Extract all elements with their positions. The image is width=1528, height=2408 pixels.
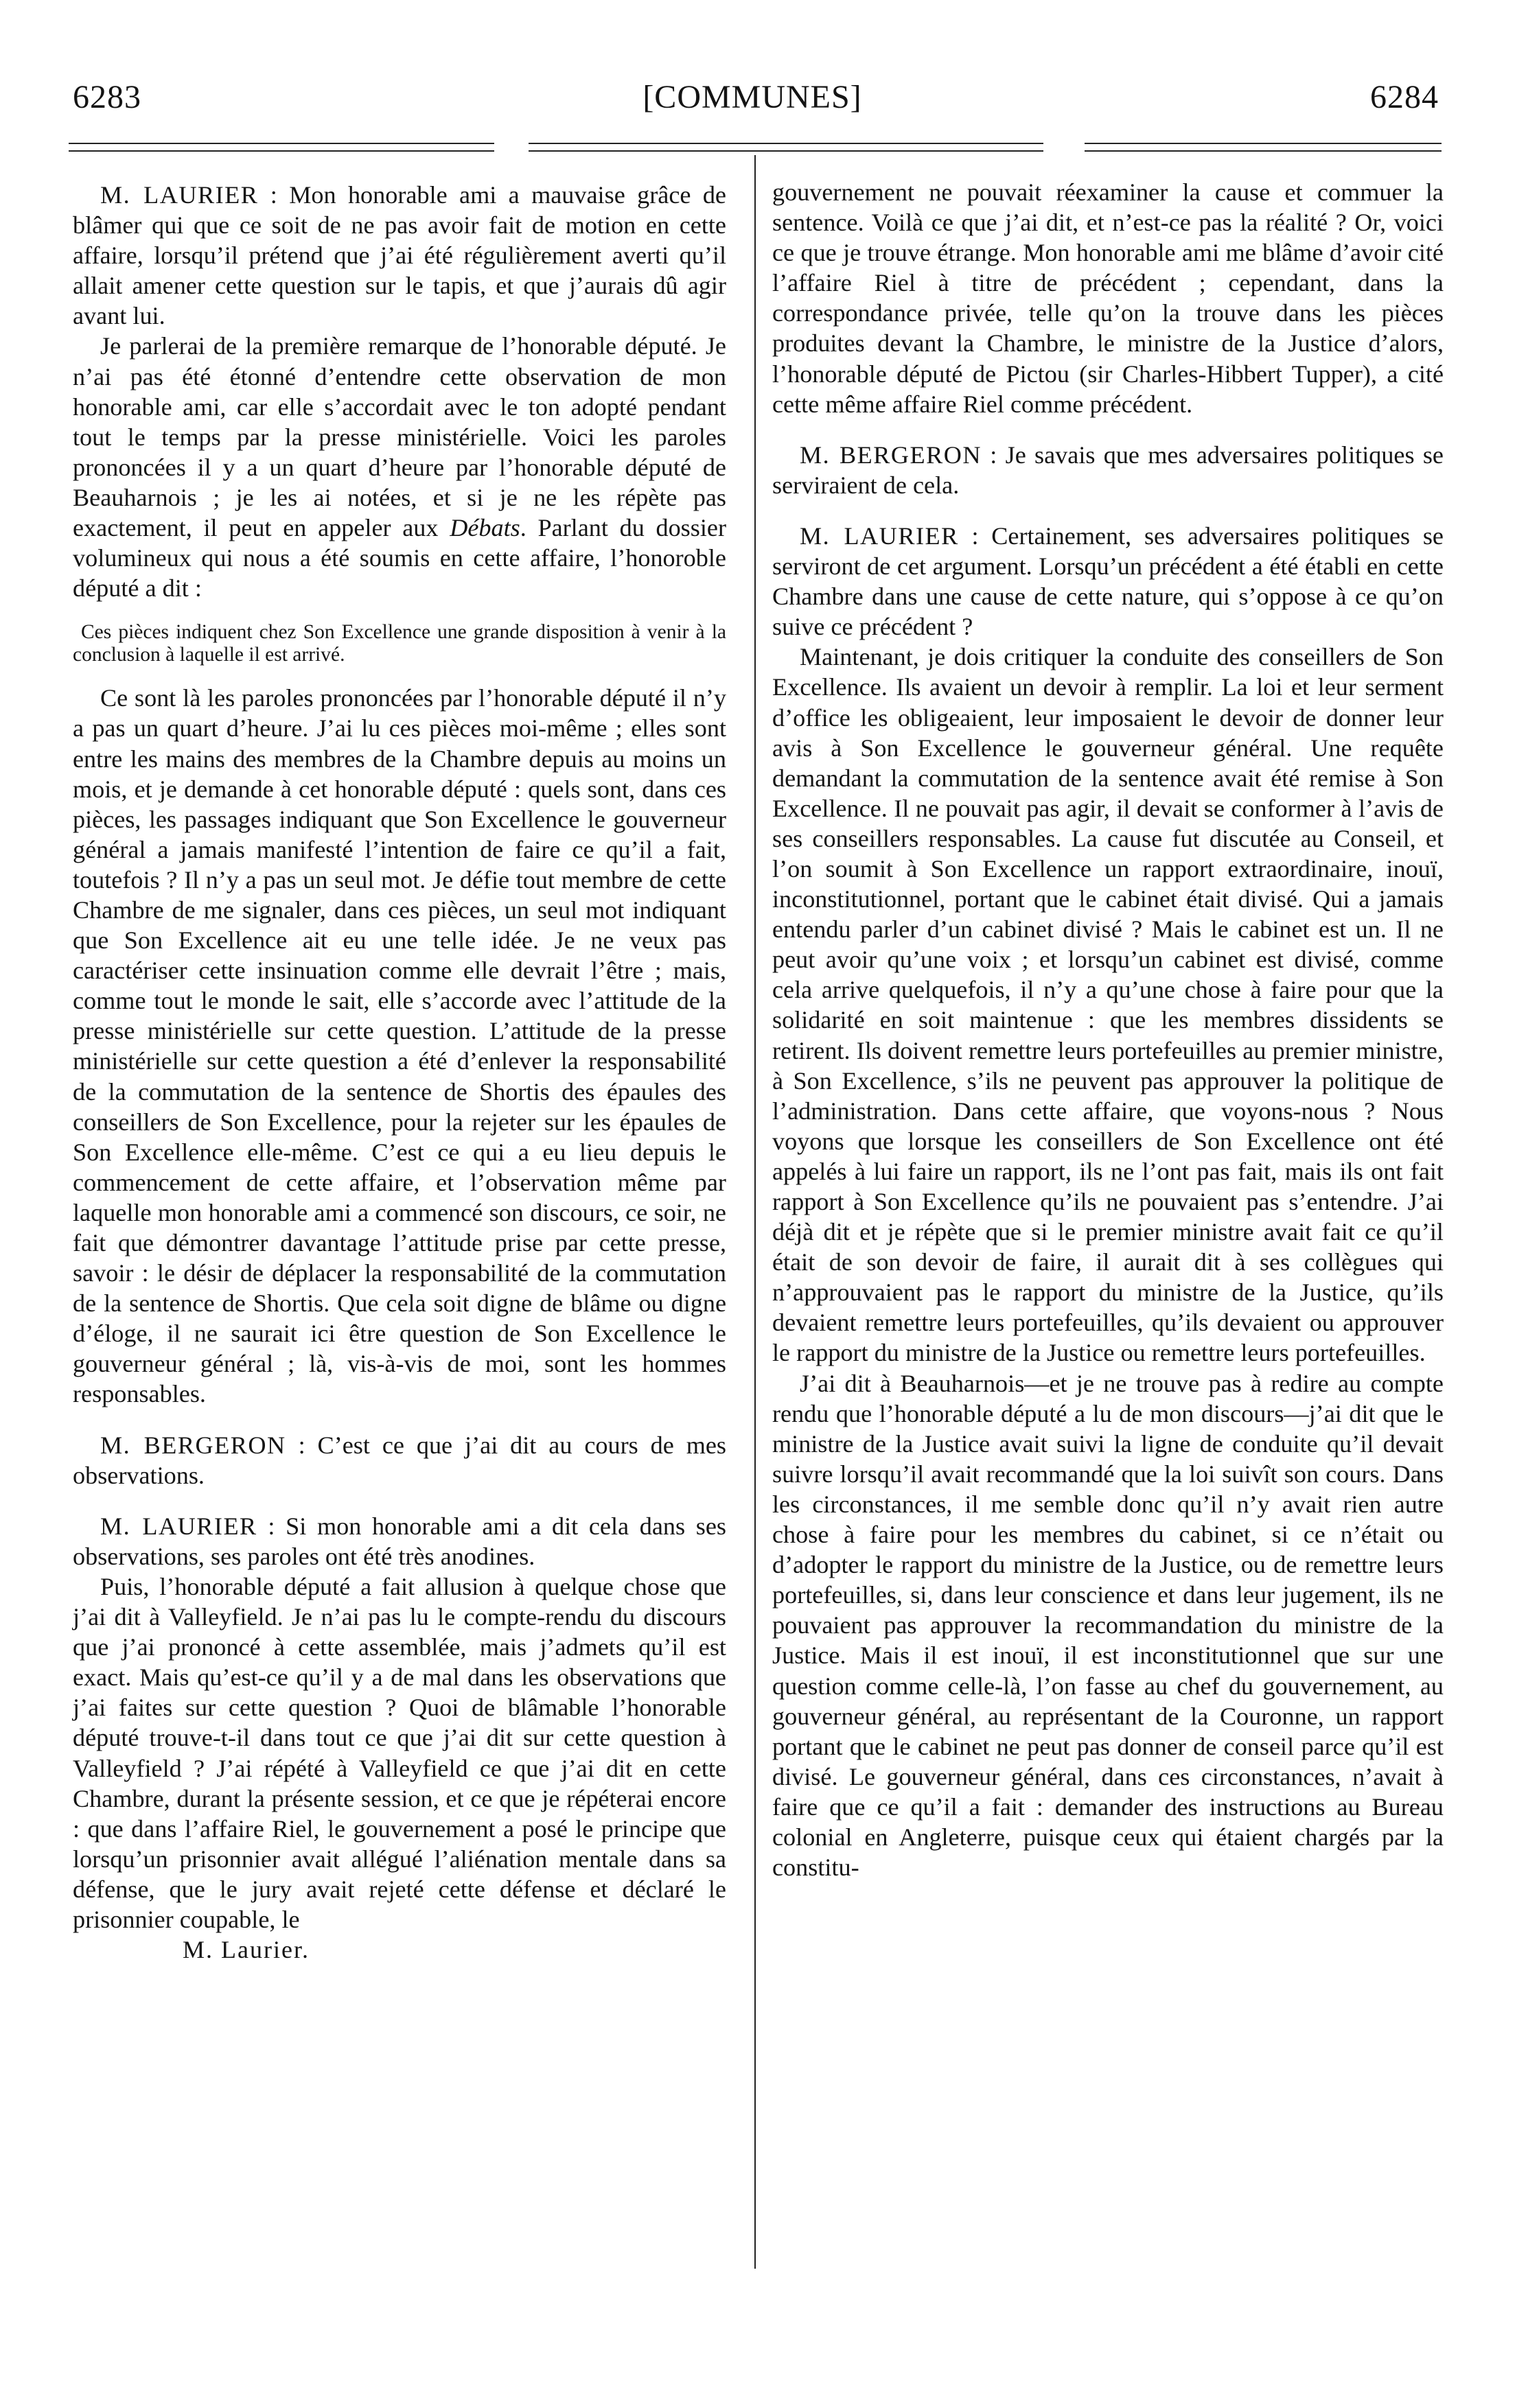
paragraph-text: : Si mon honorable ami a dit cela dans ses observations, ses paroles ont été très anodines. bbox=[73, 1512, 726, 1570]
speaker-name: M. LAURIER bbox=[100, 181, 259, 209]
paragraph bbox=[73, 180, 726, 331]
catchword: M. Laurier. bbox=[183, 1936, 310, 1964]
running-title: [COMMUNES] bbox=[643, 79, 862, 115]
paragraph-text: Je parlerai de la première remarque de l’honorable député. Je n’ai pas été étonné d’entendre cette observation de mon honorable ami, car elle s’accordait avec le ton adopté pendant tout le temps par la presse ministérielle. Voici les paroles prononcées il y a un quart d’heure par l’honorable député de Beauharnois ; je les ai notées, et si je ne les répète pas exactement, il peut en appeler aux bbox=[73, 332, 726, 542]
paragraph bbox=[772, 440, 1444, 500]
paragraph-text: : Je savais que mes adversaires politiques se serviraient de cela. bbox=[772, 441, 1444, 499]
paragraph bbox=[772, 1368, 1444, 1883]
paragraph bbox=[772, 177, 1444, 419]
left-column bbox=[73, 180, 726, 1989]
paragraph bbox=[73, 1430, 726, 1491]
paragraph-text: Puis, l’honorable député a fait allusion à quelque chose que j’ai dit à Valleyfield. Je n’ai pas lu le compte-rendu du discours que j’ai prononcé à cette assemblée, mais j’admets qu’il est exact. Mais qu’est-ce qu’il y a de mal dans les observations que j’ai faites sur cette question ? Quoi de blâmable l’honorable député trouve-t-il dans tout ce que j’ai dit sur cette question à Valleyfield ? J’ai répété à Valleyfield ce que j’ai dit en cette Chambre, durant la présente session, et ce que je répéterai encore : que dans l’affaire Riel, le gouvernement a posé le principe que lorsqu’un prisonnier avait allégué l’aliénation mentale dans sa défense, que le jury avait rejeté cette défense et déclaré le prisonnier coupable, le bbox=[73, 1572, 726, 1933]
paragraph-text: . Parlant du dossier volumineux qui nous a été soumis en cette affaire, l’honoroble député a dit : bbox=[73, 514, 727, 603]
column-divider bbox=[754, 155, 756, 2269]
speaker-name: M. BERGERON bbox=[800, 441, 982, 469]
header-rule-center bbox=[529, 143, 1043, 152]
paragraph-text: : Certainement, ses adversaires politiques se serviront de cet argument. Lorsqu’un précédent a été établi en cette Chambre dans une cause de cette nature, qui s’oppose à ce qu’on suive ce précédent ? bbox=[772, 522, 1444, 641]
header-rule-right bbox=[1085, 143, 1442, 152]
paragraph-text: : C’est ce que j’ai dit au cours de mes observations. bbox=[73, 1431, 726, 1489]
page-header bbox=[66, 66, 1439, 121]
paragraph bbox=[772, 521, 1444, 642]
speaker-name: M. LAURIER bbox=[800, 522, 959, 550]
paragraph bbox=[73, 1511, 726, 1571]
page-number-left: 6283 bbox=[73, 79, 141, 115]
paragraph bbox=[772, 642, 1444, 1368]
italic-reference: Débats bbox=[450, 514, 520, 542]
paragraph-text: Maintenant, je dois critiquer la conduite des conseillers de Son Excellence. Ils avaient un devoir à remplir. La loi et leur serment d’office les obligeaient, leur imposaient le devoir de donner leur avis à Son Excellence le gouverneur général. Une requête demandant la commutation de la sentence avait été remise à Son Excellence. Il ne pouvait pas agir, il devait se conformer à l’avis de ses conseillers responsables. La cause fut discutée au Conseil, et l’on soumit à Son Excellence un rapport extraordinaire, inouï, inconstitutionnel, portant que le cabinet était divisé. Qui a jamais entendu parler d’un cabinet divisé ? Mais le cabinet est un. Il ne peut avoir qu’une voix ; et lorsqu’un cabinet est divisé, comme cela arrive quelquefois, il n’y a qu’une chose à faire pour que la solidarité en soit maintenue : que les membres dissidents se retirent. Ils doivent remettre leurs portefeuilles au premier ministre, à Son Excellence, s’ils ne peuvent pas approuver la politique de l’administration. Dans cette affaire, que voyons-nous ? Nous voyons que lorsque les conseillers de Son Excellence ont été appelés à lui faire un rapport, ils ne l’ont pas fait, mais ils ont fait rapport à Son Excellence qu’ils ne pouvaient pas s’entendre. J’ai déjà dit et je répète que si le premier ministre avait fait ce qu’il était de son devoir de faire, il aurait dit à ses collègues qui n’approuvaient pas le rapport du ministre de la Justice, qu’ils devaient remettre leurs portefeuilles, qu’ils devaient ou approuver le rapport du ministre de la Justice ou remettre leurs portefeuilles. bbox=[772, 643, 1444, 1367]
page-number-right: 6284 bbox=[1370, 79, 1439, 115]
paragraph-text: gouvernement ne pouvait réexaminer la cause et commuer la sentence. Voilà ce que j’ai dit, et n’est-ce pas la réalité ? Or, voici ce que je trouve étrange. Mon honorable ami me blâme d’avoir cité l’affaire Riel à titre de précédent ; cependant, dans la correspondance privée, telle qu’on la trouve dans les pièces produites devant la Chambre, le ministre de la Justice d’alors, l’honorable député de Pictou (sir Charles-Hibbert Tupper), a cité cette même affaire Riel comme précédent. bbox=[772, 178, 1444, 418]
right-column bbox=[772, 177, 1444, 1882]
header-rule-left bbox=[69, 143, 494, 152]
paragraph bbox=[73, 683, 726, 1409]
paragraph-text: J’ai dit à Beauharnois—et je ne trouve pas à redire au compte rendu que l’honorable député a lu de mon discours—j’ai dit que le ministre de la Justice avait suivi la ligne de conduite qu’il devait suivre lorsqu’il avait recommandé que la loi suivît son cours. Dans les circonstances, il me semble donc qu’il n’y avait rien autre chose à faire pour les membres du cabinet, si ce n’était ou d’adopter le rapport du ministre de la Justice, ou de remettre leurs portefeuilles, si, dans leur conscience et dans leur jugement, ils ne pouvaient pas approuver la recommandation du ministre de la Justice. Mais il est inouï, il est inconstitutionnel que sur une question comme celle-là, l’on fasse au chef du gouvernement, au gouverneur général, au représentant de la Couronne, un rapport portant que le cabinet ne peut pas donner de conseil parce qu’il est divisé. Le gouverneur général, dans ces circonstances, n’avait à faire que ce qu’il a fait : demander des instructions au Bureau colonial en Angleterre, puisque ceux qui étaient chargés par la constitu- bbox=[772, 1369, 1444, 1882]
paragraph bbox=[73, 331, 726, 603]
block-quote: Ces pièces indiquent chez Son Excellence une grande disposition à venir à la conclusion à laquelle il est arrivé. bbox=[73, 621, 726, 666]
paragraph bbox=[73, 1571, 726, 1934]
speaker-name: M. LAURIER bbox=[100, 1512, 257, 1540]
speaker-name: M. BERGERON bbox=[100, 1431, 286, 1459]
paragraph-text: : Mon honorable ami a mauvaise grâce de blâmer qui que ce soit de ne pas avoir fait de motion en cette affaire, lorsqu’il prétend que j’ai été régulièrement averti qu’il allait amener cette question sur le tapis, et que j’aurais dû agir avant lui. bbox=[73, 181, 726, 330]
paragraph-text: Ce sont là les paroles prononcées par l’honorable député il n’y a pas un quart d’heure. J’ai lu ces pièces moi-même ; elles sont entre les mains des membres de la Chambre depuis au moins un mois, et je demande à cet honorable député : quels sont, dans ces pièces, les passages indiquant que Son Excellence le gouverneur général a jamais manifesté l’intention de faire ce qu’il a fait, toutefois ? Il n’y a pas un seul mot. Je défie tout membre de cette Chambre de me signaler, dans ces pièces, un seul mot indiquant que Son Excellence ait eu une telle idée. Je ne veux pas caractériser cette insinuation comme elle devrait l’être ; mais, comme tout le monde le sait, elle s’accorde avec l’attitude de la presse ministérielle sur cette question. L’attitude de la presse ministérielle sur cette question a été d’enlever la responsabilité de la commutation de la sentence de Shortis des épaules des conseillers de Son Excellence, pour la rejeter sur les épaules de Son Excellence elle-même. C’est ce qui a eu lieu depuis le commencement de cette affaire, et l’observation même par laquelle mon honorable ami a commencé son discours, ce soir, ne fait que démontrer davantage l’attitude prise par cette presse, savoir : le désir de déplacer la responsabilité de la commutation de la sentence de Shortis. Que cela soit digne de blâme ou digne d’éloge, il ne saurait ici être question de Son Excellence le gouverneur général ; là, vis-à-vis de moi, sont les hommes responsables. bbox=[73, 684, 726, 1408]
